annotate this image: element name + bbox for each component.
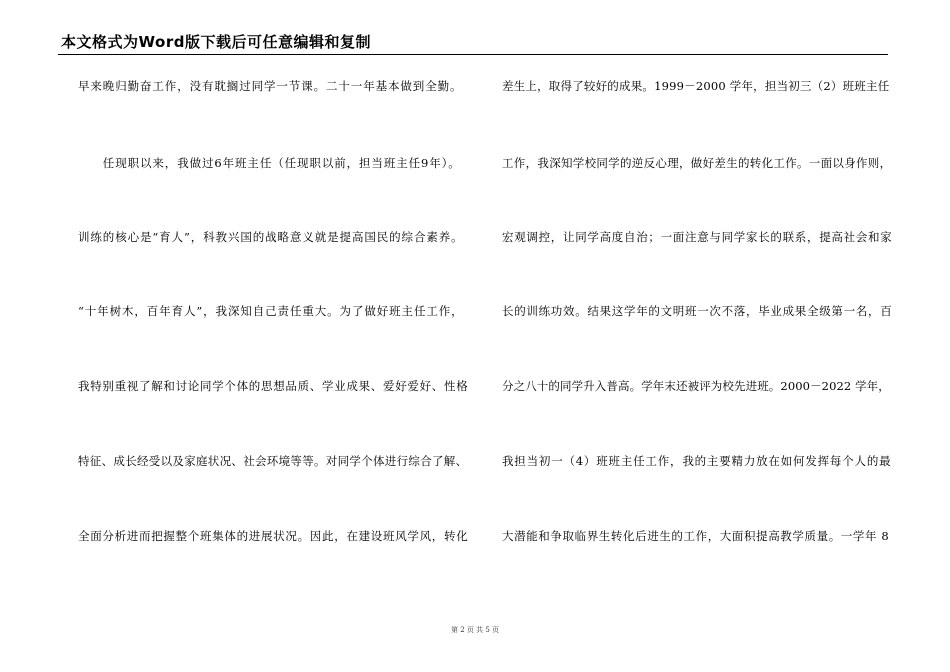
page-header-title: 本文格式为Word版下载后可任意编辑和复制 — [61, 33, 371, 51]
left-column — [78, 0, 478, 672]
text-line: 全面分析进而把握整个班集体的进展状况。因此，在建设班风学风，转化 — [78, 529, 469, 543]
text-line: 长的训练功效。结果这学年的文明班一次不落，毕业成果全级第一名，百 — [502, 304, 893, 318]
text-line: 分之八十的同学升入普高。学年末还被评为校先进班。2000－2022 学年， — [502, 379, 890, 393]
text-line: 早来晚归勤奋工作，没有耽搁过同学一节课。二十一年基本做到全勤。 — [78, 79, 463, 93]
text-line: 我担当初一（4）班班主任工作，我的主要精力放在如何发挥每个人的最 — [502, 454, 892, 468]
text-line: 特征、成长经受以及家庭状况、社会环境等等。对同学个体进行综合了解、 — [78, 454, 468, 468]
text-line: 宏观调控，让同学高度自治；一面注意与同学家长的联系，提高社会和家 — [502, 230, 893, 244]
text-line: “十年树木，百年育人”，我深知自己责任重大。为了做好班主任工作， — [78, 304, 464, 318]
page-number: 第 2 页 共 5 页 — [450, 626, 500, 634]
text-line: 任现职以来，我做过6年班主任（任现职以前，担当班主任9年）。 — [78, 156, 461, 170]
text-line: 工作，我深知学校同学的逆反心理，做好差生的转化工作。一面以身作则， — [502, 156, 892, 170]
right-column — [502, 0, 902, 672]
text-line: 我特别重视了解和讨论同学个体的思想品质、学业成果、爱好爱好、性格 — [78, 379, 469, 393]
text-line: 大潜能和争取临界生转化后进生的工作，大面积提高教学质量。一学年 8 — [502, 529, 890, 543]
text-line: 差生上，取得了较好的成果。1999－2000 学年，担当初三（2）班班主任 — [502, 79, 890, 93]
text-line: 训练的核心是“育人”，科教兴国的战略意义就是提高国民的综合素养。 — [78, 230, 464, 244]
